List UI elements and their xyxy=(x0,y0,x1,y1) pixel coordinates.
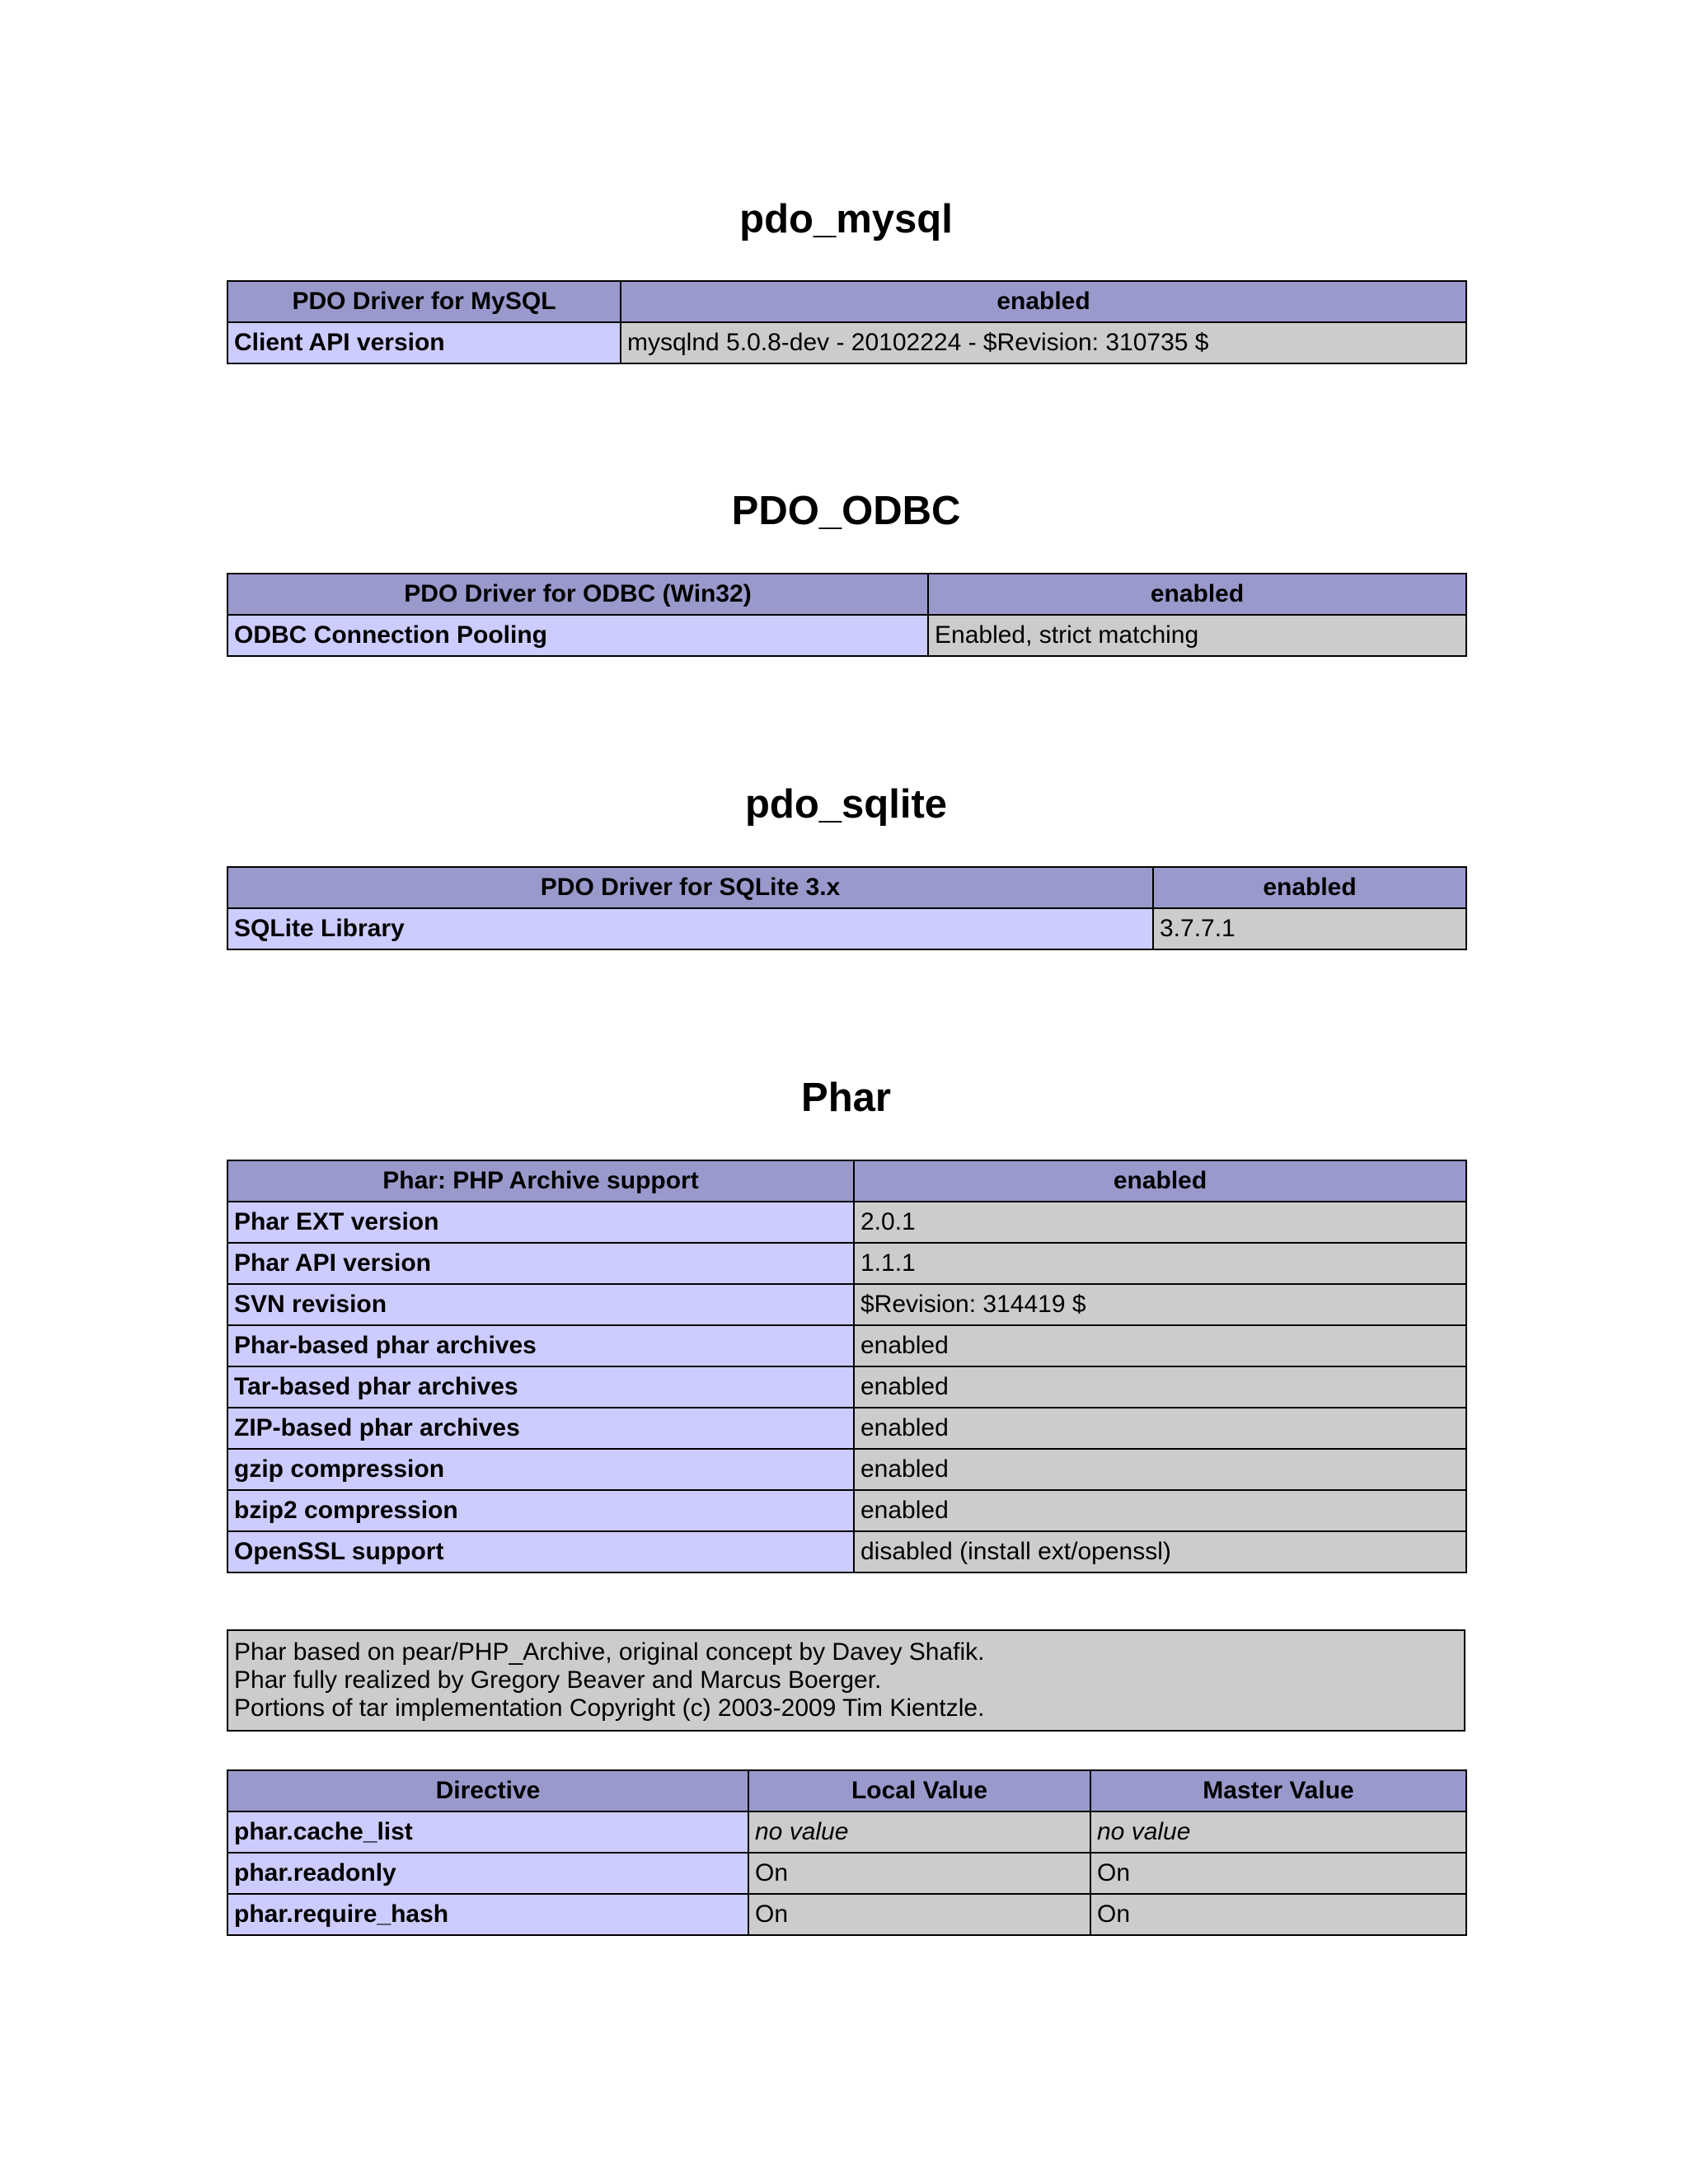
row-value: enabled xyxy=(854,1490,1466,1531)
table-row xyxy=(227,908,1466,949)
table-row xyxy=(227,1408,1466,1449)
no-value-text: no value xyxy=(1097,1818,1191,1845)
table-row xyxy=(227,1284,1466,1325)
table-row xyxy=(227,1894,1466,1935)
table-row xyxy=(227,1531,1466,1572)
header-cell: enabled xyxy=(621,281,1466,322)
row-value: 3.7.7.1 xyxy=(1153,908,1466,949)
row-label: SVN revision xyxy=(227,1284,854,1325)
table-row xyxy=(227,1853,1466,1894)
section-title-pdo-sqlite: pdo_sqlite xyxy=(744,782,948,827)
credits-line: Phar based on pear/PHP_Archive, original concept by Davey Shafik. xyxy=(234,1638,985,1666)
row-label: Phar-based phar archives xyxy=(227,1325,854,1366)
table-row xyxy=(227,1366,1466,1408)
row-label: gzip compression xyxy=(227,1449,854,1490)
pdo-odbc-table xyxy=(227,573,1467,657)
table-header-row xyxy=(227,1160,1466,1202)
row-value: enabled xyxy=(854,1408,1466,1449)
header-cell: enabled xyxy=(854,1160,1466,1202)
master-value: On xyxy=(1090,1853,1466,1894)
header-cell: enabled xyxy=(1153,867,1466,908)
row-label: OpenSSL support xyxy=(227,1531,854,1572)
table-header-row xyxy=(227,1770,1466,1811)
no-value-text: no value xyxy=(755,1818,849,1845)
local-value: On xyxy=(748,1853,1090,1894)
phar-credits-box xyxy=(227,1629,1465,1732)
row-label: Phar API version xyxy=(227,1243,854,1284)
pdo-sqlite-table xyxy=(227,866,1467,950)
master-value xyxy=(1090,1811,1466,1853)
directive-name: phar.readonly xyxy=(227,1853,748,1894)
header-cell: PDO Driver for SQLite 3.x xyxy=(227,867,1153,908)
local-value xyxy=(748,1811,1090,1853)
row-label: Tar-based phar archives xyxy=(227,1366,854,1408)
phar-directives-table xyxy=(227,1769,1467,1936)
header-cell: Master Value xyxy=(1090,1770,1466,1811)
row-label: Client API version xyxy=(227,322,621,363)
row-value: mysqlnd 5.0.8-dev - 20102224 - $Revision: 310735 $ xyxy=(621,322,1466,363)
table-row xyxy=(227,1449,1466,1490)
header-cell: PDO Driver for ODBC (Win32) xyxy=(227,574,928,615)
row-value: 1.1.1 xyxy=(854,1243,1466,1284)
row-value: enabled xyxy=(854,1325,1466,1366)
header-cell: Local Value xyxy=(748,1770,1090,1811)
table-header-row xyxy=(227,867,1466,908)
phar-table xyxy=(227,1160,1467,1573)
master-value: On xyxy=(1090,1894,1466,1935)
header-cell: PDO Driver for MySQL xyxy=(227,281,621,322)
row-value: Enabled, strict matching xyxy=(928,615,1466,656)
section-title-phar: Phar xyxy=(801,1076,891,1120)
credits-line: Phar fully realized by Gregory Beaver and Marcus Boerger. xyxy=(234,1666,882,1694)
local-value: On xyxy=(748,1894,1090,1935)
table-row xyxy=(227,1325,1466,1366)
header-cell: Directive xyxy=(227,1770,748,1811)
row-value: enabled xyxy=(854,1449,1466,1490)
table-row xyxy=(227,1202,1466,1243)
row-label: SQLite Library xyxy=(227,908,1153,949)
row-value: disabled (install ext/openssl) xyxy=(854,1531,1466,1572)
row-label: ODBC Connection Pooling xyxy=(227,615,928,656)
row-label: ZIP-based phar archives xyxy=(227,1408,854,1449)
row-value: enabled xyxy=(854,1366,1466,1408)
row-label: Phar EXT version xyxy=(227,1202,854,1243)
header-cell: enabled xyxy=(928,574,1466,615)
section-title-pdo-mysql: pdo_mysql xyxy=(739,197,953,241)
section-title-pdo-odbc: PDO_ODBC xyxy=(731,489,961,533)
credits-line: Portions of tar implementation Copyright (c) 2003-2009 Tim Kientzle. xyxy=(234,1694,985,1722)
row-value: 2.0.1 xyxy=(854,1202,1466,1243)
directive-name: phar.cache_list xyxy=(227,1811,748,1853)
table-row xyxy=(227,1811,1466,1853)
pdo-mysql-table xyxy=(227,280,1467,364)
header-cell: Phar: PHP Archive support xyxy=(227,1160,854,1202)
table-row xyxy=(227,615,1466,656)
table-row xyxy=(227,1243,1466,1284)
table-header-row xyxy=(227,574,1466,615)
table-row xyxy=(227,1490,1466,1531)
row-label: bzip2 compression xyxy=(227,1490,854,1531)
table-header-row xyxy=(227,281,1466,322)
table-row xyxy=(227,322,1466,363)
row-value: $Revision: 314419 $ xyxy=(854,1284,1466,1325)
directive-name: phar.require_hash xyxy=(227,1894,748,1935)
